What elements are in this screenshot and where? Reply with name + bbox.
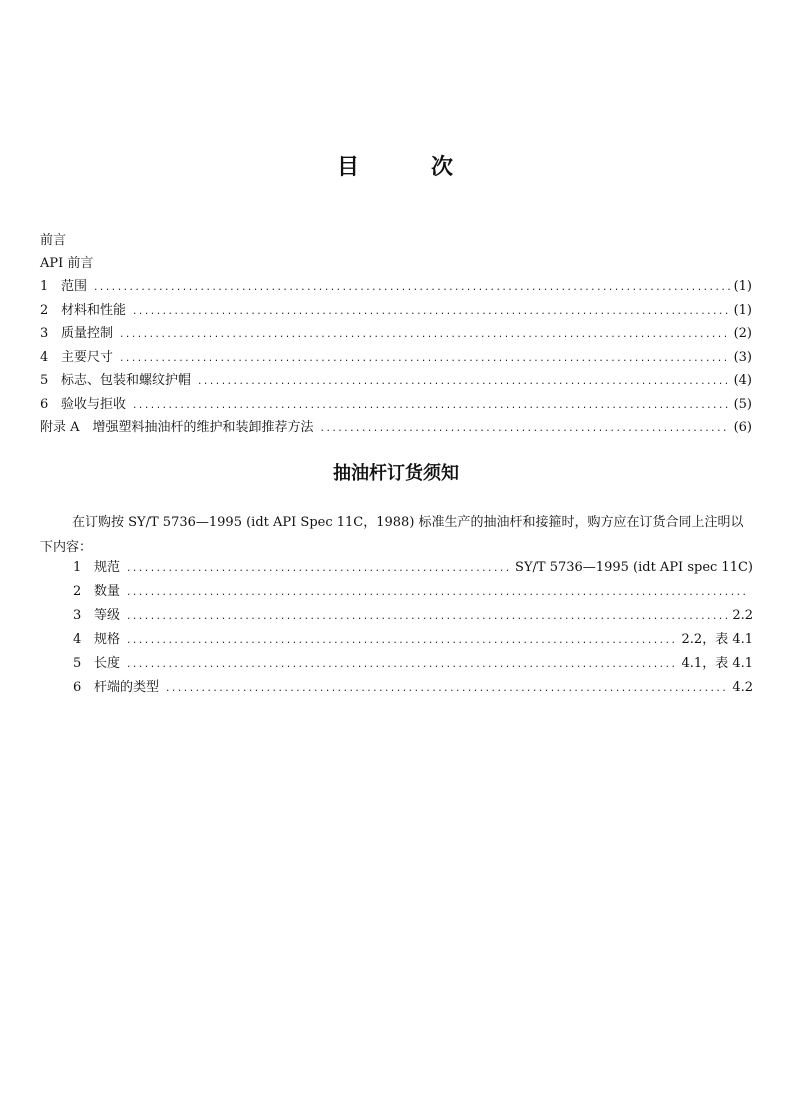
order-item-reference: SY/T 5736—1995 (idt API spec 11C)	[515, 560, 753, 575]
toc-entry-page: (6)	[733, 420, 752, 435]
toc-entry-number: 5	[40, 373, 49, 388]
order-item	[73, 652, 753, 676]
order-notice-paragraph: 在订购按 SY/T 5736—1995 (idt API Spec 11C，1988) 标准生产的抽油杆和接箍时，购方应在订货合同上注明以下内容：	[40, 515, 744, 555]
dot-leader	[197, 371, 730, 395]
toc-entry-number: 3	[40, 326, 49, 341]
order-item-reference: 2.2	[732, 608, 753, 623]
table-of-contents	[40, 229, 752, 440]
order-item	[73, 556, 753, 580]
order-item-label: 杆端的类型	[94, 680, 160, 695]
order-item-number: 4	[73, 632, 82, 647]
toc-appendix-entry[interactable]	[40, 416, 752, 440]
order-item	[73, 676, 753, 700]
order-item-reference: 4.2	[732, 680, 753, 695]
toc-heading-char-1: 目	[336, 155, 361, 180]
toc-entry-page: (1)	[733, 302, 752, 318]
toc-entry-number: 2	[40, 302, 49, 318]
toc-entry-number: 6	[40, 396, 49, 412]
dot-leader	[93, 277, 730, 301]
toc-entry-label: 质量控制	[61, 326, 114, 341]
toc-entry-label: 范围	[61, 279, 88, 294]
toc-entry-label: 标志、包装和螺纹护帽	[61, 373, 192, 388]
toc-entry-page: (2)	[733, 326, 752, 341]
order-item-label: 规范	[94, 560, 121, 575]
order-notice-title: 抽油杆订货须知	[333, 463, 459, 484]
toc-entry-number: 4	[40, 349, 49, 365]
toc-entry[interactable]	[40, 369, 752, 393]
order-item-reference: 4.1，表 4.1	[681, 656, 753, 671]
order-item	[73, 628, 753, 652]
toc-entry[interactable]	[40, 299, 752, 323]
order-item	[73, 580, 753, 604]
toc-entry-label: 验收与拒收	[61, 396, 127, 412]
toc-heading	[0, 150, 792, 181]
order-item	[73, 604, 753, 628]
order-item-number: 6	[73, 680, 82, 695]
toc-entry-page: (1)	[733, 279, 752, 294]
dot-leader	[132, 301, 730, 325]
toc-heading-char-2: 次	[431, 155, 456, 180]
toc-entry[interactable]	[40, 346, 752, 370]
dot-leader	[320, 418, 730, 442]
order-item-label: 等级	[94, 608, 121, 623]
dot-leader	[126, 629, 678, 653]
toc-entry[interactable]	[40, 275, 752, 299]
dot-leader	[126, 557, 511, 581]
dot-leader	[165, 677, 728, 701]
toc-plain-item[interactable]: API 前言	[40, 256, 94, 271]
toc-plain-item[interactable]: 前言	[40, 233, 67, 248]
order-item-number: 1	[73, 560, 82, 575]
order-item-label: 规格	[94, 632, 121, 647]
order-item-number: 5	[73, 656, 82, 671]
order-item-number: 2	[73, 584, 82, 599]
dot-leader	[119, 324, 730, 348]
toc-entry-label: 主要尺寸	[61, 349, 114, 365]
dot-leader	[126, 581, 749, 605]
toc-entry-page: (4)	[733, 373, 752, 388]
order-item-label: 长度	[94, 656, 121, 671]
toc-entry-page: (3)	[733, 349, 752, 365]
toc-entry-page: (5)	[733, 396, 752, 412]
dot-leader	[119, 348, 730, 372]
toc-entry-label: 材料和性能	[61, 302, 127, 318]
toc-entry-label: 附录 A 增强塑料抽油杆的维护和装卸推荐方法	[40, 420, 314, 435]
order-item-label: 数量	[94, 584, 121, 599]
dot-leader	[132, 395, 730, 419]
toc-entry-number: 1	[40, 279, 49, 294]
toc-entry[interactable]	[40, 393, 752, 417]
toc-entry[interactable]	[40, 322, 752, 346]
order-item-number: 3	[73, 608, 82, 623]
dot-leader	[126, 653, 678, 677]
dot-leader	[126, 605, 728, 629]
order-item-reference: 2.2，表 4.1	[681, 632, 753, 647]
order-requirements-list	[73, 556, 753, 700]
